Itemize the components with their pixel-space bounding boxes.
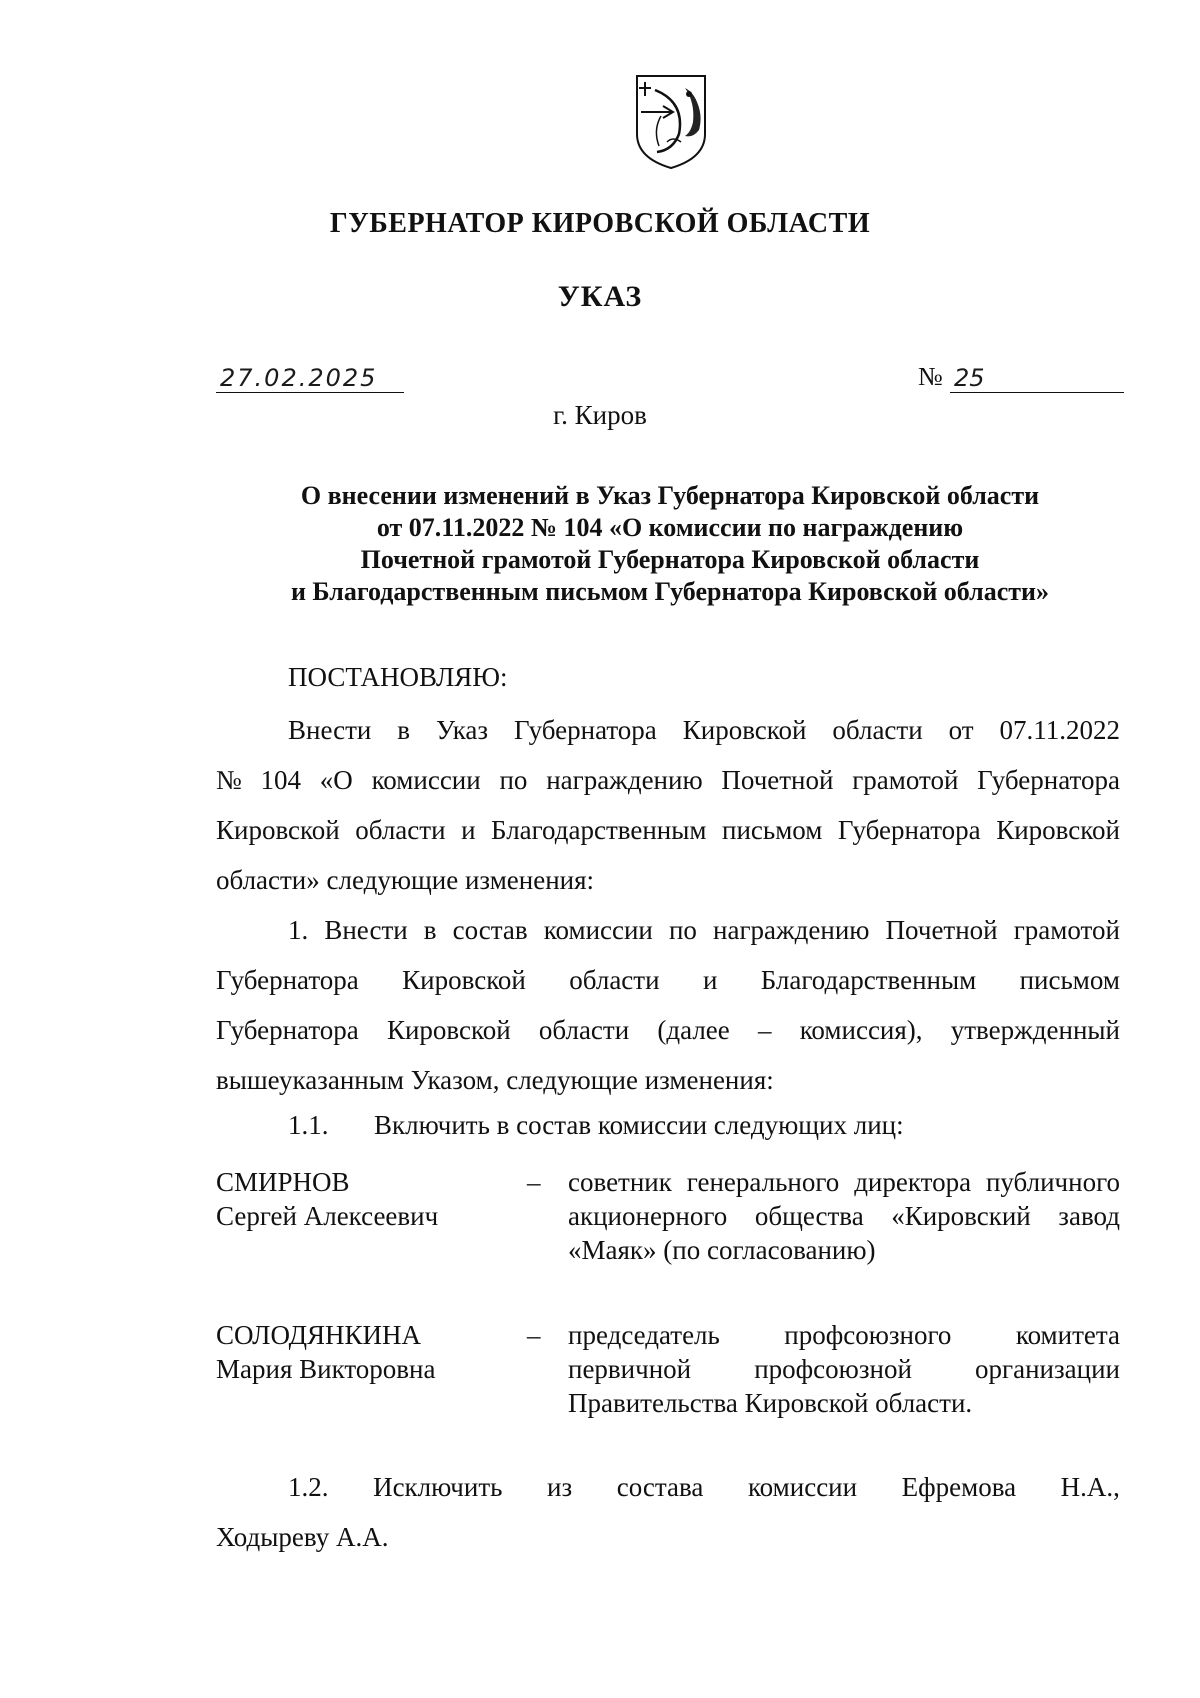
item-number: 1.1. — [288, 1110, 329, 1140]
city: г. Киров — [553, 400, 647, 430]
text-line: первичной профсоюзной организации — [568, 1354, 1120, 1384]
item-1-1 — [288, 1110, 904, 1141]
dash: – — [527, 1320, 541, 1350]
coat-of-arms-icon — [633, 72, 709, 172]
text-line: Губернатора Кировской области и Благодарственным письмом — [216, 965, 1120, 995]
document-type: УКАЗ — [557, 280, 643, 313]
person-given-name: Сергей Алексеевич — [216, 1201, 439, 1231]
text-line: советник генерального директора публичного — [568, 1167, 1120, 1197]
issuing-authority: ГУБЕРНАТОР КИРОВСКОЙ ОБЛАСТИ — [329, 208, 871, 239]
person-position — [568, 1165, 1120, 1267]
document-title — [200, 480, 1140, 608]
text-line: «Маяк» (по согласованию) — [568, 1235, 876, 1265]
text-line: акционерного общества «Кировский завод — [568, 1201, 1120, 1231]
item-1-paragraph — [216, 905, 1120, 1105]
text-line: области» следующие изменения: — [216, 865, 595, 895]
document-number: 25 — [950, 364, 1124, 393]
person-position — [568, 1318, 1120, 1420]
text-line: Правительства Кировской области. — [568, 1388, 973, 1418]
text-line: № 104 «О комиссии по награждению Почетной грамотой Губернатора — [216, 765, 1120, 795]
item-text: Включить в состав комиссии следующих лиц: — [374, 1110, 904, 1140]
person-given-name: Мария Викторовна — [216, 1354, 436, 1384]
text-line: председатель профсоюзного комитета — [568, 1320, 1120, 1350]
title-line: О внесении изменений в Указ Губернатора Кировской области — [300, 481, 1040, 510]
text-line: 1. Внести в состав комиссии по награждению Почетной грамотой — [288, 915, 1120, 945]
title-line: от 07.11.2022 № 104 «О комиссии по награждению — [376, 513, 964, 542]
person-name — [216, 1165, 516, 1233]
title-line: Почетной грамотой Губернатора Кировской области — [360, 545, 980, 574]
title-line: и Благодарственным письмом Губернатора Кировской области» — [290, 577, 1050, 606]
person-surname: СОЛОДЯНКИНА — [216, 1320, 422, 1350]
item-1-2 — [216, 1462, 1120, 1562]
intro-paragraph — [216, 705, 1120, 905]
person-surname: СМИРНОВ — [216, 1167, 350, 1197]
text-line: Губернатора Кировской области (далее – комиссия), утвержденный — [216, 1015, 1120, 1045]
text-line: Кировской области и Благодарственным письмом Губернатора Кировской — [216, 815, 1120, 845]
text-line: Внести в Указ Губернатора Кировской области от 07.11.2022 — [288, 715, 1120, 745]
dash: – — [527, 1167, 541, 1197]
person-name — [216, 1318, 516, 1386]
decree-word: ПОСТАНОВЛЯЮ: — [288, 662, 508, 692]
document-date: 27.02.2025 — [216, 364, 404, 393]
text-line: Ходыреву А.А. — [216, 1522, 389, 1552]
text-line: вышеуказанным Указом, следующие изменения: — [216, 1065, 774, 1095]
text-line: 1.2. Исключить из состава комиссии Ефремова Н.А., — [288, 1472, 1120, 1502]
number-label: № — [918, 362, 943, 391]
